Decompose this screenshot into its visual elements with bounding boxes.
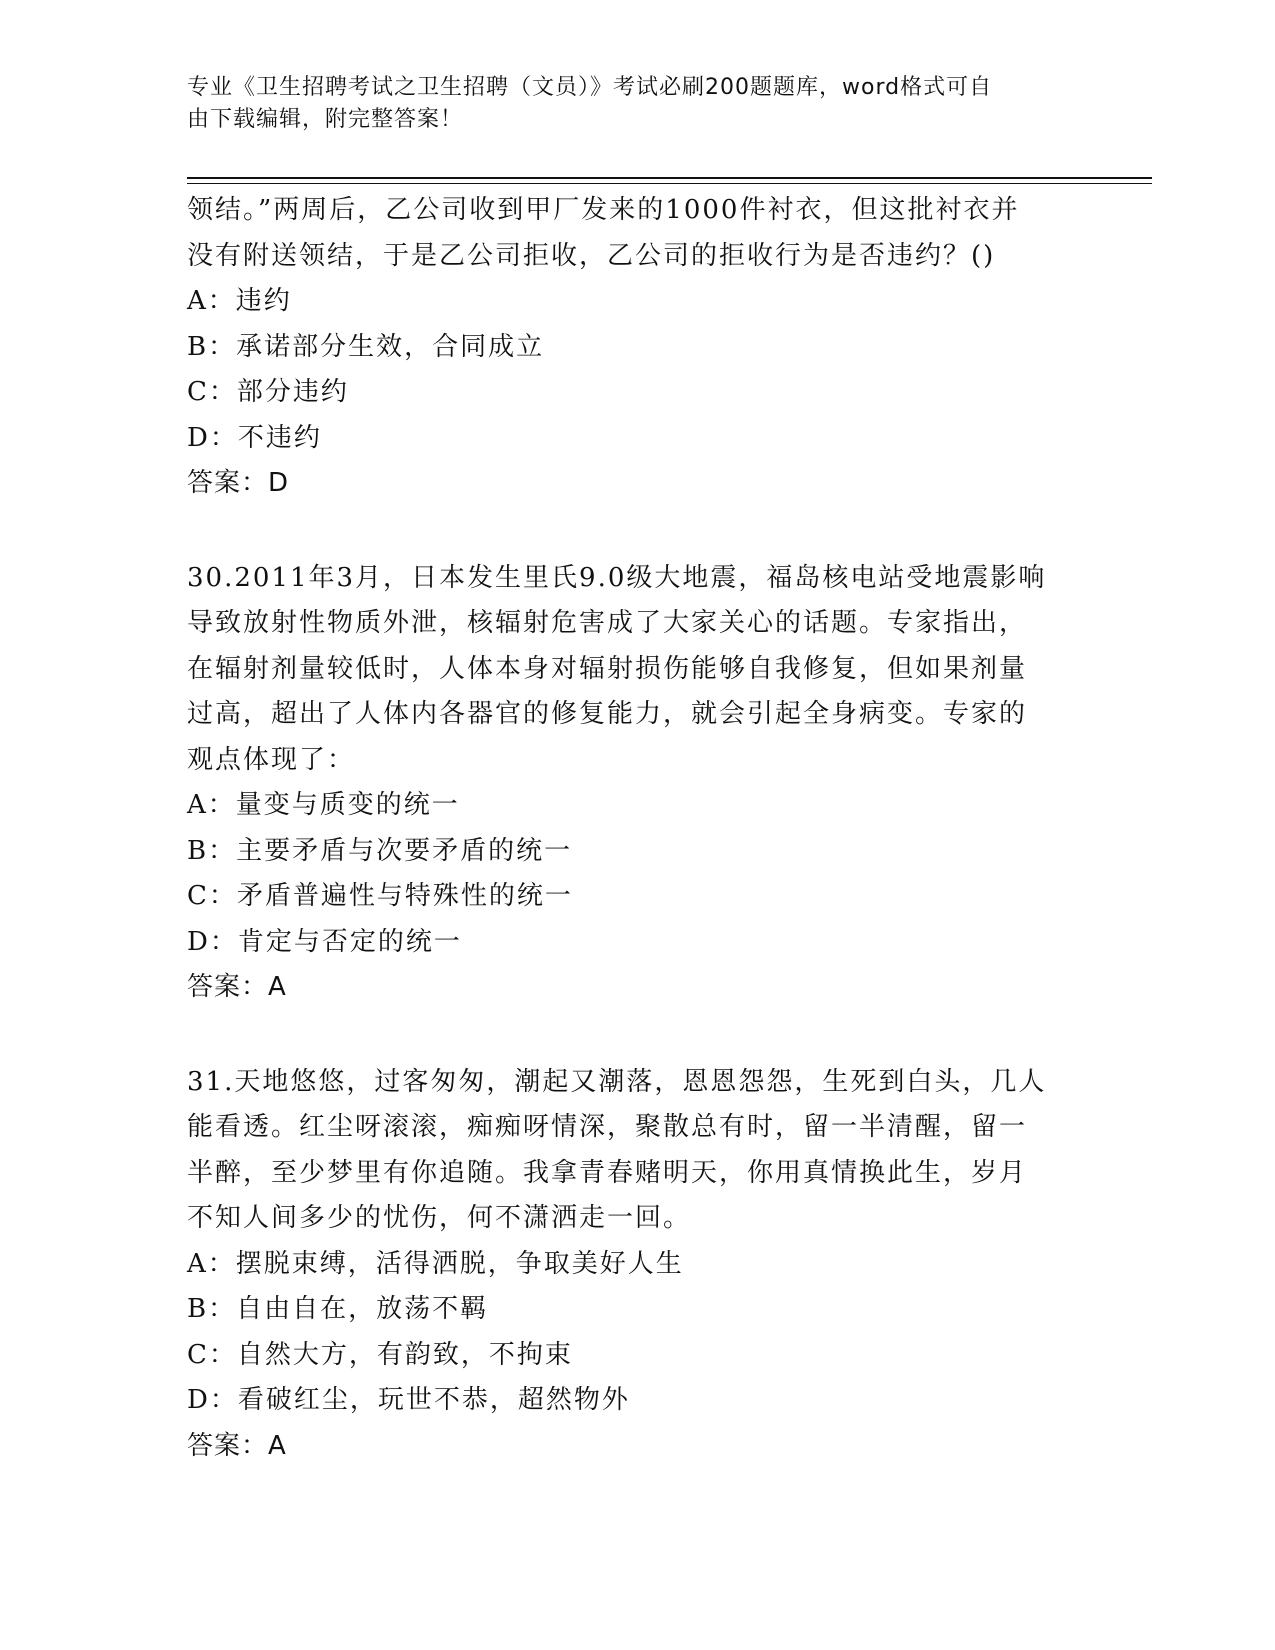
option-c: C：矛盾普遍性与特殊性的统一 [187, 881, 573, 911]
question-spacer [187, 1011, 1087, 1060]
question-stem-line: 30.2011年3月，日本发生里氏9.0级大地震，福岛核电站受地震影响 [187, 562, 1047, 593]
header-rule-thin [187, 183, 1152, 184]
question-stem-line: 在辐射剂量较低时，人体本身对辐射损伤能够自我修复，但如果剂量 [187, 653, 1028, 684]
header-line: 由下载编辑，附完整答案！ [187, 107, 464, 132]
answer-line: 答案：A [187, 1430, 287, 1461]
question-stem-line: 过高，超出了人体内各器官的修复能力，就会引起全身病变。专家的 [187, 699, 1028, 729]
question-list [187, 188, 1087, 1469]
question-31 [187, 1060, 1087, 1470]
option-d: D：不违约 [187, 422, 322, 453]
option-a: A：量变与质变的统一 [187, 790, 460, 820]
question-stem-line: 领结。”两周后，乙公司收到甲厂发来的1000件衬衣，但这批衬衣并 [187, 195, 1020, 225]
option-b: B：主要矛盾与次要矛盾的统一 [187, 835, 573, 866]
header-rule-thick [187, 177, 1152, 179]
header-line: 专业《卫生招聘考试之卫生招聘（文员）》考试必刷200题题库，word格式可自 [187, 75, 993, 100]
question-30 [187, 556, 1087, 1011]
question-stem-line: 观点体现了： [187, 744, 356, 775]
question-stem-line: 半醉，至少梦里有你追随。我拿青春赌明天，你用真情换此生，岁月 [187, 1157, 1028, 1188]
question-stem-line: 导致放射性物质外泄，核辐射危害成了大家关心的话题。专家指出， [187, 608, 1028, 638]
answer-line: 答案：D [187, 468, 290, 498]
option-a: A：违约 [187, 286, 292, 316]
option-c: C：自然大方，有韵致，不拘束 [187, 1339, 573, 1370]
question-stem-line: 31.天地悠悠，过客匆匆，潮起又潮落，恩恩怨怨，生死到白头，几人 [187, 1066, 1047, 1097]
option-b: B：自由自在，放荡不羁 [187, 1294, 489, 1324]
question-spacer [187, 507, 1087, 556]
question-stem-line: 能看透。红尘呀滚滚，痴痴呀情深，聚散总有时，留一半清醒，留一 [187, 1112, 1028, 1142]
question-stem-line: 不知人间多少的忧伤，何不潇洒走一回。 [187, 1203, 692, 1233]
option-d: D：看破红尘，玩世不恭，超然物外 [187, 1385, 630, 1415]
question-stem-line: 没有附送领结，于是乙公司拒收，乙公司的拒收行为是否违约？() [187, 240, 996, 271]
option-a: A：摆脱束缚，活得洒脱，争取美好人生 [187, 1248, 684, 1279]
question-29 [187, 188, 1087, 507]
option-c: C：部分违约 [187, 377, 349, 407]
option-d: D：肯定与否定的统一 [187, 926, 462, 957]
option-b: B：承诺部分生效，合同成立 [187, 331, 545, 362]
answer-line: 答案：A [187, 972, 287, 1002]
page-header [187, 72, 1087, 136]
